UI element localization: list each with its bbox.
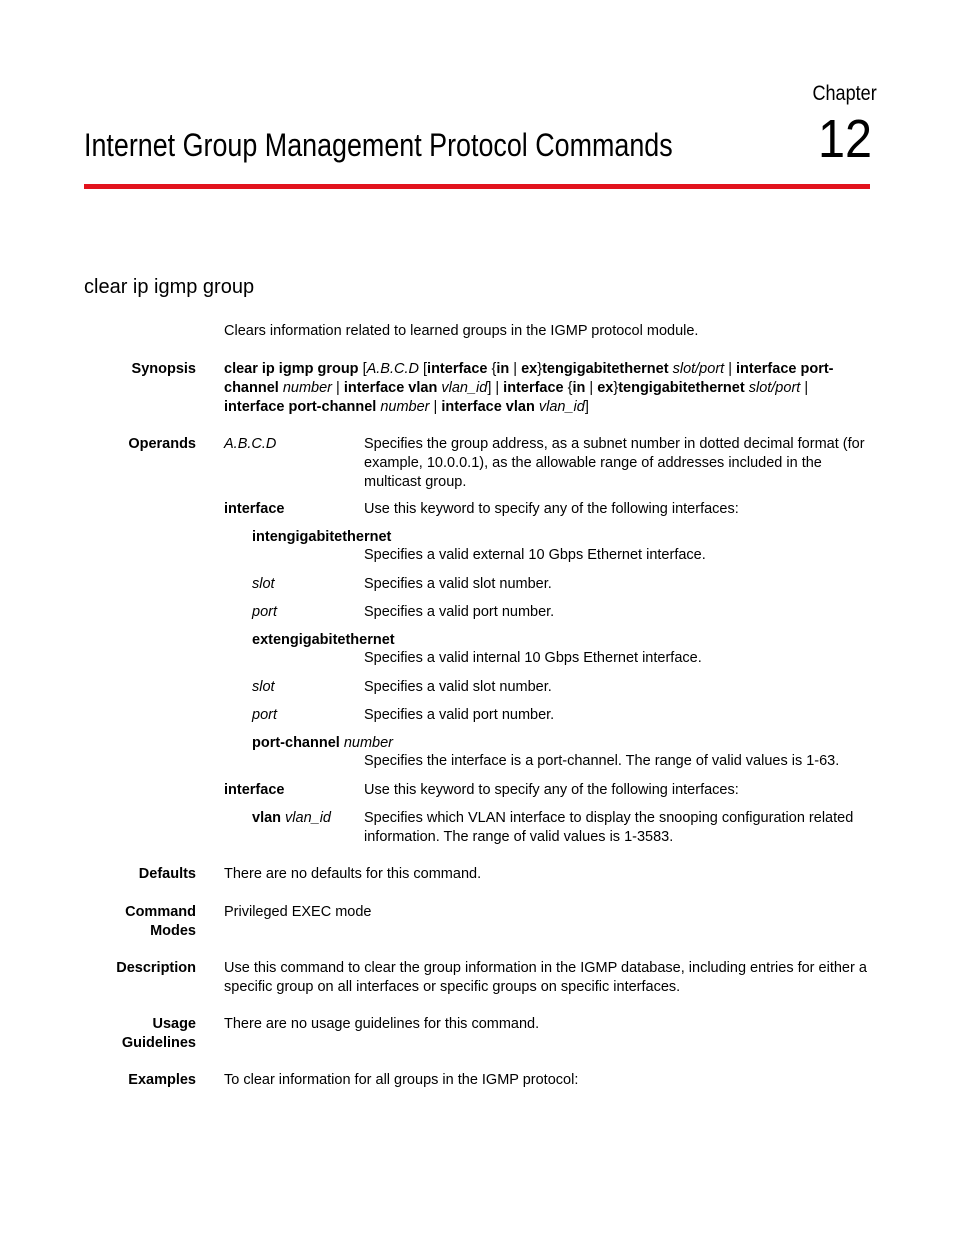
command-modes-label: Command Modes [125, 904, 196, 939]
description-text: Use this command to clear the group information in the IGMP database, including entries for either a specific group on all interfaces or specific groups on specific interfaces. [224, 960, 867, 995]
operand-vlan: vlan vlan_id [252, 810, 331, 826]
operand-abcd: A.B.C.D [224, 436, 277, 452]
operand-slot-2: slot [252, 679, 275, 695]
operand-abcd-desc: Specifies the group address, as a subnet number in dotted decimal format (for example, 10.0.0.1), as the allowable range of addresses included in the multicast group. [364, 436, 865, 490]
usage-text: There are no usage guidelines for this command. [224, 1016, 540, 1032]
examples-text: To clear information for all groups in the IGMP protocol: [224, 1072, 579, 1088]
operand-port-2: port [252, 707, 277, 723]
operand-extengig: extengigabitethernet [252, 632, 395, 648]
operand-port-2-desc: Specifies a valid port number. [364, 707, 555, 723]
operand-intengig-desc: Specifies a valid external 10 Gbps Ethernet interface. [364, 547, 706, 563]
operand-slot-desc: Specifies a valid slot number. [364, 576, 552, 592]
operand-interface-desc: Use this keyword to specify any of the following interfaces: [364, 501, 739, 517]
operand-vlan-desc: Specifies which VLAN interface to display the snooping configuration related information. The range of valid values is 1-3583. [364, 810, 854, 845]
synopsis-label: Synopsis [131, 361, 196, 377]
chapter-title: Internet Group Management Protocol Commands [84, 127, 673, 163]
examples-label: Examples [128, 1072, 196, 1088]
intro-text: Clears information related to learned groups in the IGMP protocol module. [224, 323, 699, 339]
operand-intengig: intengigabitethernet [252, 529, 392, 545]
operand-portchannel: port-channel number [252, 735, 394, 751]
section-title: clear ip igmp group [84, 276, 255, 298]
operands-label: Operands [128, 436, 196, 452]
description-label: Description [116, 960, 196, 976]
chapter-number: 12 [817, 109, 872, 169]
operand-slot: slot [252, 576, 275, 592]
operand-slot-2-desc: Specifies a valid slot number. [364, 679, 552, 695]
usage-label: Usage Guidelines [121, 1016, 196, 1051]
synopsis-text: clear ip igmp group [A.B.C.D [interface {in | ex}tengigabitethernet slot/port | interface port-channel number | interface vlan vlan_id] | interface {in | ex}tengigabitethernet slot/port | interface port-channel number | interface vlan vlan_id] [224, 361, 834, 415]
operand-interface-2: interface [224, 782, 285, 798]
defaults-label: Defaults [138, 866, 196, 882]
defaults-text: There are no defaults for this command. [224, 866, 482, 882]
operand-portchannel-desc: Specifies the interface is a port-channel. The range of valid values is 1-63. [364, 753, 840, 769]
command-modes-text: Privileged EXEC mode [224, 904, 372, 920]
operand-port: port [252, 604, 277, 620]
title-rule [84, 184, 870, 189]
operand-port-desc: Specifies a valid port number. [364, 604, 555, 620]
operand-interface-2-desc: Use this keyword to specify any of the following interfaces: [364, 782, 739, 798]
operand-extengig-desc: Specifies a valid internal 10 Gbps Ethernet interface. [364, 650, 702, 666]
operand-interface: interface [224, 501, 285, 517]
chapter-label: Chapter [812, 82, 877, 105]
